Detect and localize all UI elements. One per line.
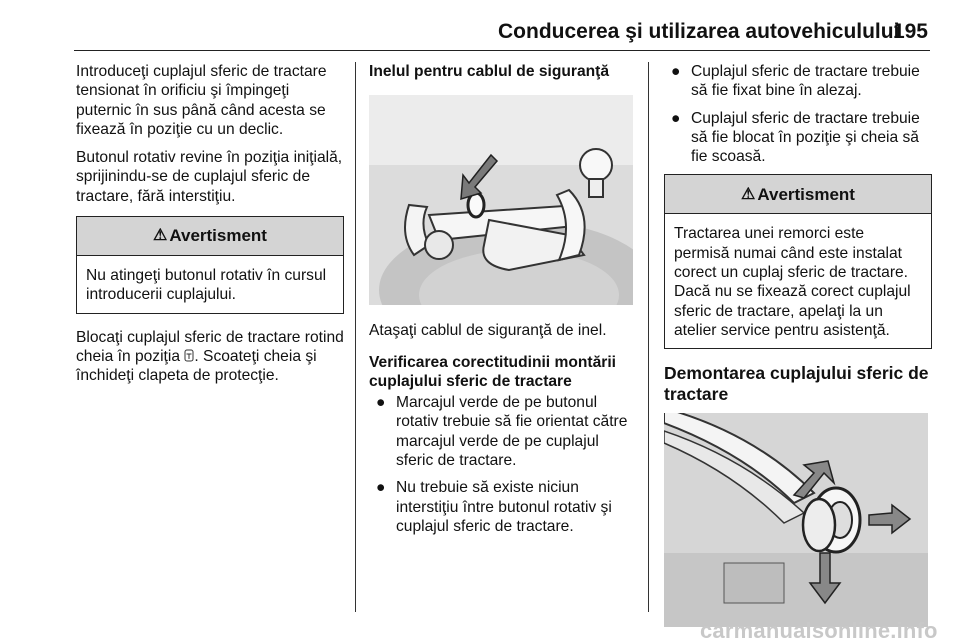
section-heading-safety-ring: Inelul pentru cablul de siguranţă	[369, 63, 610, 80]
lock-position-icon	[184, 349, 194, 362]
warning-header	[665, 175, 931, 214]
list-item: ● Nu trebuie să existe niciun interstiţiu între butonul rotativ şi cuplajul sferic de tractare.	[376, 479, 612, 535]
column-2	[369, 62, 635, 544]
safety-ring-illustration	[369, 95, 633, 305]
warning-triangle-icon: ⚠	[153, 227, 168, 245]
paragraph-knob-returns: Butonul rotativ revine în poziţia iniţială, sprijinindu-se de cuplajul sferic de tractare, fără interstiţiu.	[76, 149, 343, 205]
warning-title: Avertisment	[169, 226, 267, 246]
subheading-check-mounting: Verificarea corectitudinii montării cuplajului sferic de tractare	[369, 353, 616, 390]
warning-box-1	[76, 216, 344, 314]
column-3	[664, 62, 932, 627]
caption-attach-cable: Ataşaţi cablul de siguranţă de inel.	[369, 322, 607, 340]
watermark: carmanualsonline.info	[700, 618, 938, 643]
paragraph-insert-coupling: Introduceţi cuplajul sferic de tractare tensionat în orificiu şi împingeţi puternic în sus până când acesta se fixează în poziţie cu un declic.	[76, 63, 327, 138]
header-divider	[74, 50, 930, 51]
lock-text-after: . Scoateţi cheia şi închideţi clapeta de protecţie.	[76, 347, 317, 385]
check-bullet-list	[369, 393, 635, 536]
warning-text: Tractarea unei remorci este permisă numai când este instalat corect un cuplaj sferic de tractare. Dacă nu se fixează corect cuplajul sferic de tractare, apelaţi la un atelier service pentru asistenţă.	[674, 225, 911, 339]
page-header-title: Conducerea şi utilizarea autovehiculului	[498, 20, 900, 43]
warning-title: Avertisment	[757, 184, 855, 204]
warning-header	[77, 217, 343, 256]
fixing-bullet-list	[664, 62, 932, 166]
list-item: ● Marcajul verde de pe butonul rotativ trebuie să fie orientat către marcajul verde de pe cuplajul sferic de tractare.	[376, 394, 628, 470]
list-item: ● Cuplajul sferic de tractare trebuie să fie blocat în poziţie şi cheia să fie scoasă.	[671, 109, 920, 166]
column-divider-2	[648, 62, 649, 612]
paragraph-lock-coupling	[76, 328, 344, 386]
section-heading-remove-coupling: Demontarea cuplajului sferic de tractare	[664, 363, 929, 405]
column-divider-1	[355, 62, 356, 612]
column-1	[76, 62, 344, 395]
lock-text-before: Blocaţi cuplajul sferic de tractare rotind cheia în poziţia	[76, 328, 344, 365]
warning-box-2	[664, 174, 932, 349]
warning-text: Nu atingeţi butonul rotativ în cursul introducerii cuplajului.	[86, 267, 327, 304]
page-number: 195	[892, 20, 928, 43]
remove-coupling-illustration	[664, 413, 928, 627]
list-item: ● Cuplajul sferic de tractare trebuie să fie fixat bine în alezaj.	[671, 63, 920, 100]
warning-triangle-icon: ⚠	[741, 185, 756, 203]
